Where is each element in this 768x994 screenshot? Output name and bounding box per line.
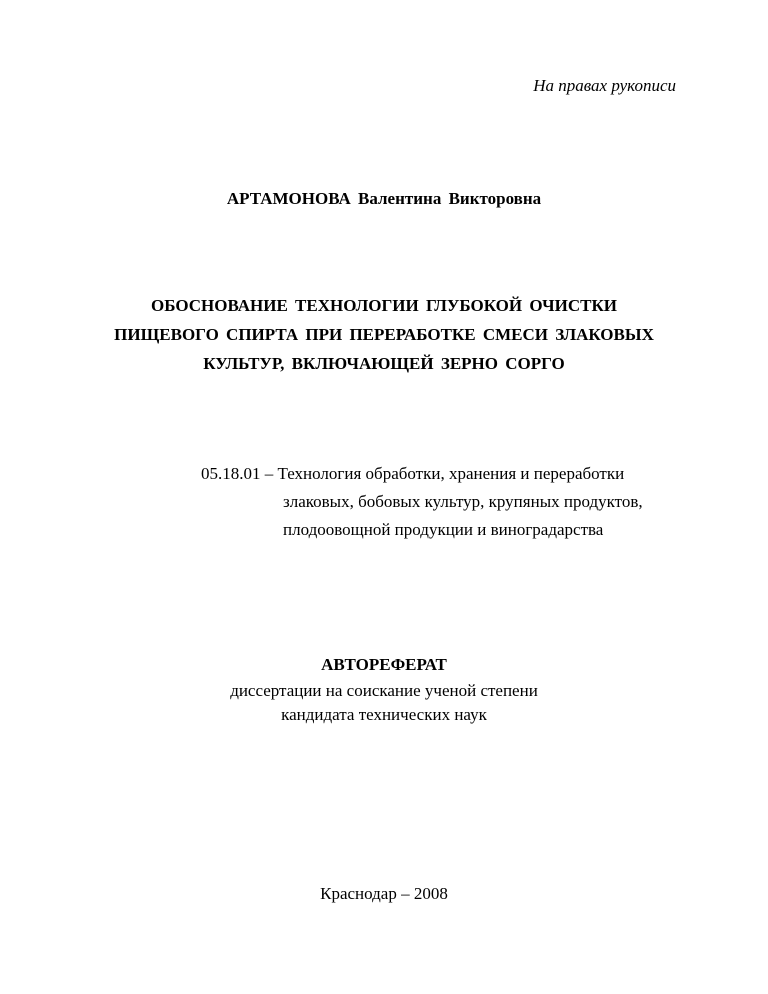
specialty-line: плодоовощной продукции и виноградарства — [283, 520, 604, 539]
degree-line: диссертации на соискание ученой степени — [230, 681, 538, 700]
abstract-heading: АВТОРЕФЕРАТ — [321, 655, 447, 674]
title-line: ПИЩЕВОГО СПИРТА ПРИ ПЕРЕРАБОТКЕ СМЕСИ ЗЛАКОВЫХ — [114, 325, 654, 344]
specialty-code — [201, 460, 643, 544]
degree-line: кандидата технических наук — [281, 705, 487, 724]
dissertation-title — [0, 291, 768, 378]
specialty-line: злаковых, бобовых культур, крупяных продуктов, — [283, 492, 643, 511]
place-year: Краснодар – 2008 — [320, 884, 448, 903]
author-name: АРТАМОНОВА Валентина Викторовна — [226, 189, 542, 208]
title-line: ОБОСНОВАНИЕ ТЕХНОЛОГИИ ГЛУБОКОЙ ОЧИСТКИ — [150, 296, 618, 315]
title-line: КУЛЬТУР, ВКЛЮЧАЮЩЕЙ ЗЕРНО СОРГО — [203, 354, 565, 373]
abstract-block — [0, 653, 768, 727]
rights-note: На правах рукописи — [533, 76, 676, 95]
specialty-line: 05.18.01 – Технология обработки, хранения и переработки — [201, 464, 625, 483]
